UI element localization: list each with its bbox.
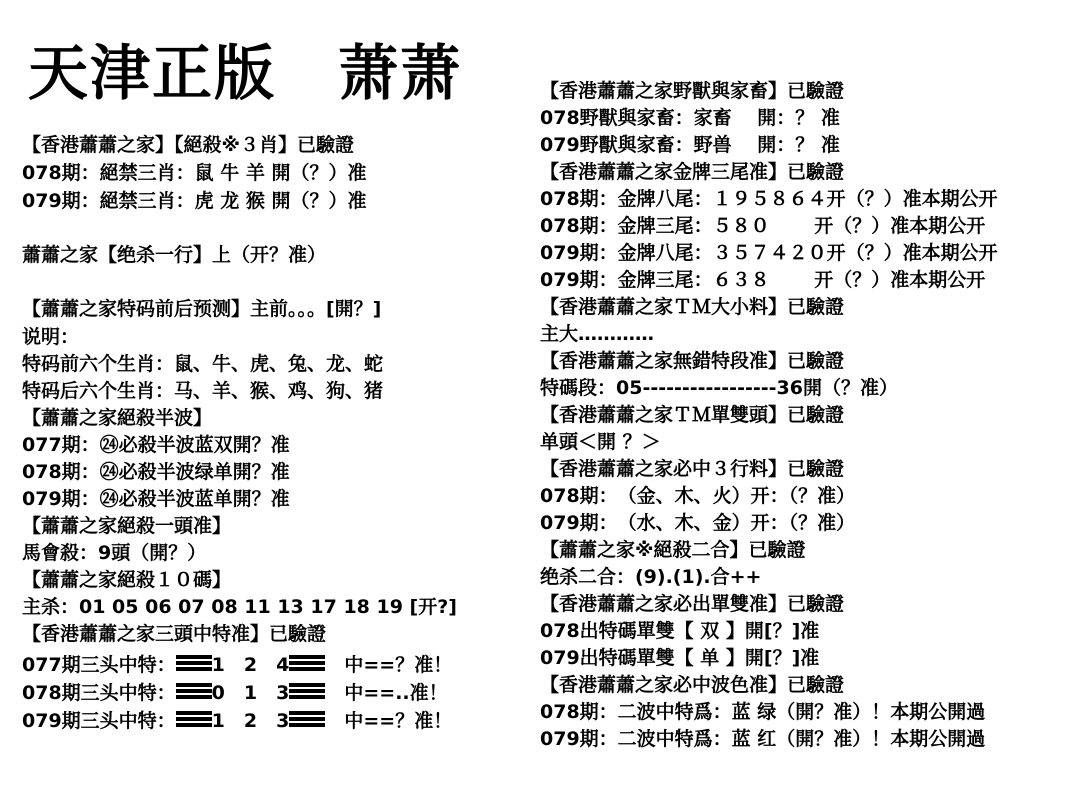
left-line: 【蕭蕭之家特码前后预测】主前。。。[開？] [22, 298, 382, 320]
triple-head-header: 【香港蕭蕭之家三頭中特准】已驗證 [22, 623, 327, 645]
head-numbers: 1 2 4 [211, 654, 290, 676]
left-line: 说明： [22, 326, 80, 348]
right-line: 【香港蕭蕭之家必中３行料】已驗證 [540, 458, 845, 480]
trigram-icon [176, 709, 212, 729]
right-line: 绝杀二合：(9).(1).合++ [540, 566, 762, 588]
verify-text: 中==？准！ [344, 654, 453, 676]
right-line: 主大………… [540, 323, 655, 345]
left-line: 【蕭蕭之家絕殺１０碼】 [22, 569, 232, 591]
left-line: 078期：㉔必殺半波绿单開？准 [22, 461, 290, 483]
period-label: 079期三头中特： [22, 710, 176, 732]
right-line: 【香港蕭蕭之家無錯特段准】已驗證 [540, 350, 845, 372]
right-line: 078期：金牌八尾：１９５８６４开（？）准本期公开 [540, 188, 998, 210]
right-line: 【香港蕭蕭之家ＴＭ大小料】已驗證 [540, 296, 845, 318]
right-line: 079期： （水、木、金）开：（？准） [540, 512, 856, 534]
trigram-icon [289, 653, 325, 673]
right-line: 079期：金牌八尾：３５７４２０开（？）准本期公开 [540, 242, 998, 264]
triple-head-row [22, 709, 452, 731]
left-line: 馬會殺：9頭（開？） [22, 542, 207, 564]
right-line: 特碼段：05-----------------36開（？准） [540, 377, 898, 399]
left-line: 【蕭蕭之家絕殺一頭准】 [22, 515, 232, 537]
right-line: 078出特碼單雙【 双 】開[？]准 [540, 620, 820, 642]
triple-head-row [22, 681, 448, 703]
right-line: 079野獸與家畜：野兽 開：？ 准 [540, 134, 840, 156]
trigram-icon [289, 681, 325, 701]
right-line: 【蕭蕭之家※絕殺二合】已驗證 [540, 539, 806, 561]
left-line: 主杀：01 05 06 07 08 11 13 17 18 19 [开?] [22, 596, 457, 618]
left-line: 蕭蕭之家【绝杀一行】上（开？准） [22, 244, 327, 266]
right-line: 079期：金牌三尾：６３８ 开（？）准本期公开 [540, 269, 986, 291]
trigram-icon [176, 653, 212, 673]
right-line: 078期： （金、木、火）开：（？准） [540, 485, 856, 507]
trigram-icon [176, 681, 212, 701]
left-line: 077期：㉔必殺半波蓝双開？准 [22, 434, 290, 456]
head-numbers: 0 1 3 [211, 682, 290, 704]
left-line: 079期：㉔必殺半波蓝单開？准 [22, 488, 290, 510]
right-line: 【香港蕭蕭之家ＴＭ單雙頭】已驗證 [540, 404, 845, 426]
right-line: 【香港蕭蕭之家必中波色准】已驗證 [540, 674, 845, 696]
left-line: 【蕭蕭之家絕殺半波】 [22, 407, 213, 429]
triple-head-row [22, 653, 452, 675]
left-line: 特码前六个生肖：鼠、牛、虎、兔、龙、蛇 [22, 353, 384, 375]
right-line: 079期：二波中特爲：蓝 红（開？准）！本期公開過 [540, 728, 986, 750]
right-line: 【香港蕭蕭之家必出單雙准】已驗證 [540, 593, 845, 615]
left-line: 【香港蕭蕭之家】【絕殺※３肖】已驗證 [22, 134, 354, 156]
left-line: 特码后六个生肖：马、羊、猴、鸡、狗、猪 [22, 380, 384, 402]
right-line: 078期：二波中特爲：蓝 绿（開？准）！本期公開過 [540, 701, 986, 723]
head-numbers: 1 2 3 [211, 710, 290, 732]
period-label: 077期三头中特： [22, 654, 176, 676]
right-line: 【香港蕭蕭之家金牌三尾准】已驗證 [540, 161, 845, 183]
trigram-icon [289, 709, 325, 729]
verify-text: 中==..准！ [344, 682, 448, 704]
right-line: 【香港蕭蕭之家野獸與家畜】已驗證 [540, 80, 845, 102]
verify-text: 中==？准！ [344, 710, 453, 732]
page-title: 天津正版 萧萧 [28, 39, 462, 109]
right-line: 单頭＜開 ？＞ [540, 431, 661, 453]
right-line: 078野獸與家畜：家畜 開：？ 准 [540, 107, 840, 129]
right-line: 079出特碼單雙【 单 】開[？]准 [540, 647, 820, 669]
left-line: 079期：絕禁三肖：虎 龙 猴 開（？）准 [22, 190, 367, 212]
left-line: 078期：絕禁三肖：鼠 牛 羊 開（？）准 [22, 162, 367, 184]
period-label: 078期三头中特： [22, 682, 176, 704]
right-line: 078期：金牌三尾：５８０ 开（？）准本期公开 [540, 215, 986, 237]
